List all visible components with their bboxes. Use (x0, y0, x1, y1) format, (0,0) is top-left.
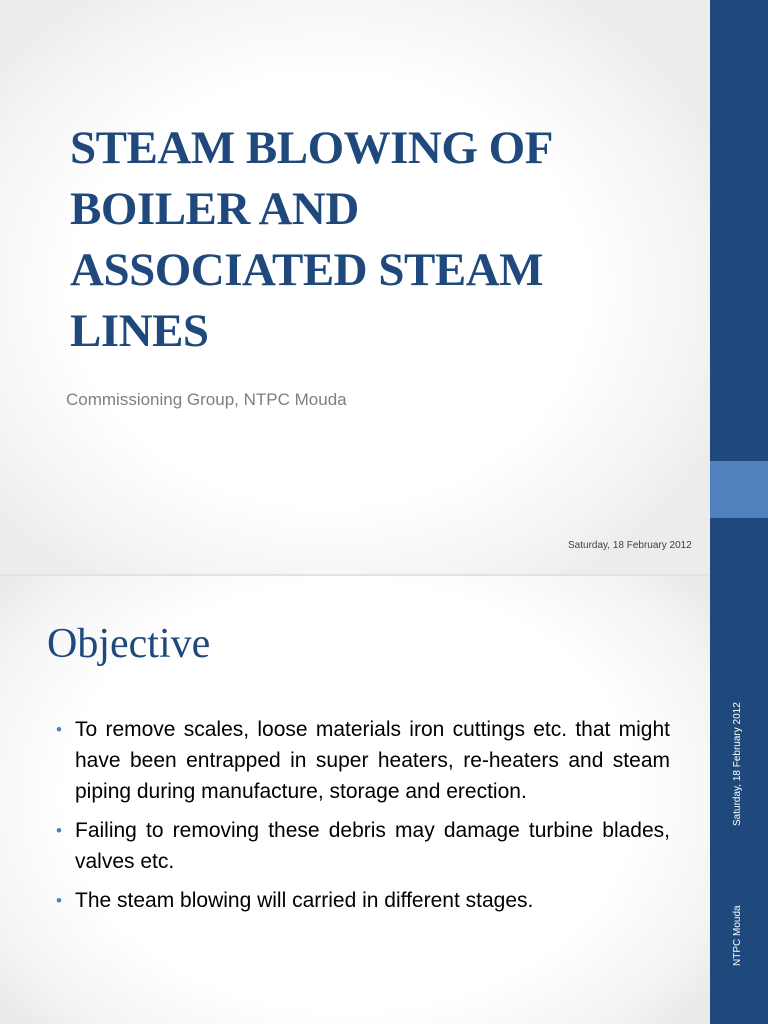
bullet-text: The steam blowing will carried in different stages. (75, 889, 534, 912)
sidebar-organization: NTPC Mouda (732, 905, 743, 966)
objective-slide (0, 576, 710, 1024)
sidebar-accent-block (710, 461, 768, 518)
slide-subtitle: Commissioning Group, NTPC Mouda (66, 390, 347, 409)
objective-heading: Objective (47, 621, 211, 667)
objective-bullet-list (56, 714, 670, 924)
bullet-item (56, 885, 670, 916)
bullet-icon: • (56, 720, 62, 739)
slide-title: STEAM BLOWING OF BOILER AND ASSOCIATED STEAM LINES (70, 122, 552, 357)
bullet-text: Failing to removing these debris may damage turbine blades, valves etc. (75, 819, 670, 873)
sidebar-date: Saturday, 18 February 2012 (732, 702, 743, 826)
bullet-item (56, 815, 670, 877)
bullet-text: To remove scales, loose materials iron cuttings etc. that might have been entrapped in super heaters, re-heaters and steam piping during manufacture, storage and erection. (75, 718, 670, 803)
bullet-icon: • (56, 821, 62, 840)
slide-date: Saturday, 18 February 2012 (568, 540, 692, 551)
bullet-icon: • (56, 891, 62, 910)
bullet-item (56, 714, 670, 807)
